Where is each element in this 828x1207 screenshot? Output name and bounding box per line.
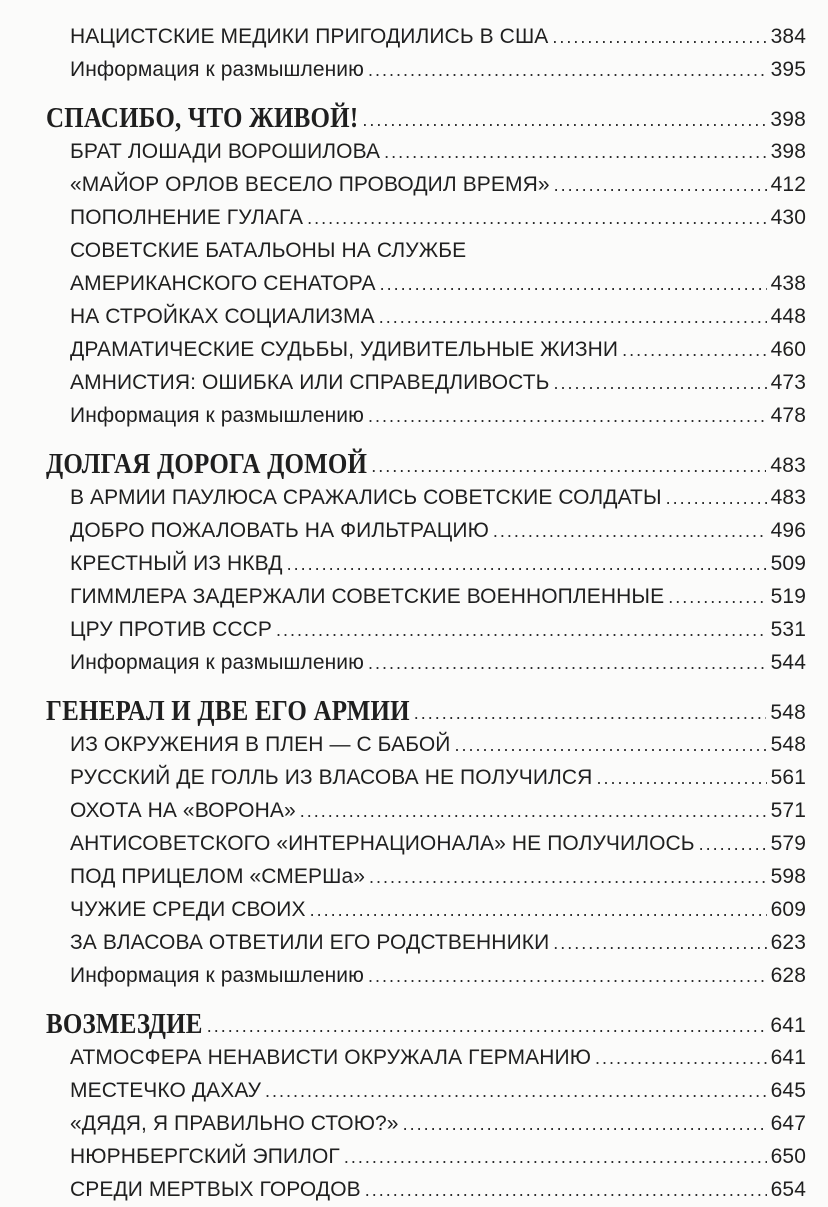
- dot-leader: [414, 697, 767, 730]
- dot-leader: [365, 1174, 767, 1207]
- entry-title: ПОД ПРИЦЕЛОМ «СМЕРШа»: [70, 865, 366, 888]
- toc-entry[interactable]: [46, 959, 806, 992]
- entry-title: НАЦИСТСКИЕ МЕДИКИ ПРИГОДИЛИСЬ В США: [70, 25, 549, 48]
- entry-title: НА СТРОЙКАХ СОЦИАЛИЗМА: [70, 305, 375, 328]
- entry-title: ЦРУ ПРОТИВ СССР: [70, 618, 272, 641]
- dot-leader: [596, 762, 766, 795]
- entry-title: СРЕДИ МЕРТВЫХ ГОРОДОВ: [70, 1178, 361, 1201]
- dot-leader: [380, 268, 767, 301]
- toc-entry[interactable]: [46, 333, 806, 366]
- page-number: 561: [770, 766, 806, 789]
- toc-entry[interactable]: [46, 547, 806, 580]
- entry-title: ЧУЖИЕ СРЕДИ СВОИХ: [70, 898, 306, 921]
- toc-entry[interactable]: [46, 1041, 806, 1074]
- dot-leader: [368, 400, 767, 433]
- toc-section-heading[interactable]: [46, 448, 806, 481]
- page-number: 598: [770, 865, 806, 888]
- toc-entry[interactable]: [46, 1107, 806, 1140]
- entry-title: АМЕРИКАНСКОГО СЕНАТОРА: [70, 272, 376, 295]
- toc-entry[interactable]: [46, 514, 806, 547]
- toc-entry[interactable]: [46, 267, 806, 300]
- entry-title: АНТИСОВЕТСКОГО «ИНТЕРНАЦИОНАЛА» НЕ ПОЛУЧИЛОСЬ: [70, 832, 695, 855]
- toc-entry[interactable]: [46, 20, 806, 53]
- toc-entry[interactable]: [46, 1074, 806, 1107]
- page-number: 460: [770, 338, 806, 361]
- page-number: 645: [770, 1079, 806, 1102]
- toc-entry[interactable]: [46, 860, 806, 893]
- dot-leader: [554, 367, 767, 400]
- entry-title: НЮРНБЕРГСКИЙ ЭПИЛОГ: [70, 1145, 340, 1168]
- toc-entry[interactable]: [46, 366, 806, 399]
- dot-leader: [622, 334, 767, 367]
- page-number: 438: [770, 272, 806, 295]
- dot-leader: [554, 169, 767, 202]
- page-number: 641: [770, 1014, 806, 1037]
- page-number: 654: [770, 1178, 806, 1201]
- entry-title: Информация к размышлению: [70, 58, 364, 81]
- page-number: 398: [770, 140, 806, 163]
- section-title: ГЕНЕРАЛ И ДВЕ ЕГО АРМИИ: [46, 696, 410, 727]
- entry-title: ДОБРО ПОЖАЛОВАТЬ НА ФИЛЬТРАЦИЮ: [70, 519, 489, 542]
- toc-entry[interactable]: [46, 201, 806, 234]
- toc-entry[interactable]: [46, 135, 806, 168]
- toc-entry[interactable]: [46, 646, 806, 679]
- entry-title: В АРМИИ ПАУЛЮСА СРАЖАЛИСЬ СОВЕТСКИЕ СОЛДАТЫ: [70, 486, 662, 509]
- page-number: 519: [770, 585, 806, 608]
- page-number: 571: [770, 799, 806, 822]
- page-number: 628: [770, 964, 806, 987]
- dot-leader: [344, 1141, 767, 1174]
- section-title: ДОЛГАЯ ДОРОГА ДОМОЙ: [46, 449, 368, 480]
- entry-title: Информация к размышлению: [70, 404, 364, 427]
- table-of-contents: [46, 20, 806, 1206]
- entry-title: СОВЕТСКИЕ БАТАЛЬОНЫ НА СЛУЖБЕ: [70, 239, 467, 262]
- page-number: 647: [770, 1112, 806, 1135]
- page-number: 641: [770, 1046, 806, 1069]
- page-number: 548: [770, 733, 806, 756]
- dot-leader: [553, 927, 766, 960]
- toc-section-heading[interactable]: [46, 102, 806, 135]
- dot-leader: [369, 861, 767, 894]
- toc-entry[interactable]: [46, 794, 806, 827]
- page-number: 384: [770, 25, 806, 48]
- page-number: 496: [770, 519, 806, 542]
- dot-leader: [384, 136, 767, 169]
- dot-leader: [552, 21, 766, 54]
- toc-entry[interactable]: [46, 1173, 806, 1206]
- entry-title: Информация к размышлению: [70, 964, 364, 987]
- toc-entry[interactable]: [46, 300, 806, 333]
- page-number: 531: [770, 618, 806, 641]
- toc-entry[interactable]: [46, 399, 806, 432]
- page-number: 473: [770, 371, 806, 394]
- page-number: 650: [770, 1145, 806, 1168]
- dot-leader: [595, 1042, 767, 1075]
- entry-title: АМНИСТИЯ: ОШИБКА ИЛИ СПРАВЕДЛИВОСТЬ: [70, 371, 550, 394]
- entry-title: Информация к размышлению: [70, 651, 364, 674]
- entry-title: ОХОТА НА «ВОРОНА»: [70, 799, 296, 822]
- toc-entry[interactable]: [46, 728, 806, 761]
- dot-leader: [666, 482, 767, 515]
- entry-title: МЕСТЕЧКО ДАХАУ: [70, 1079, 262, 1102]
- section-title: СПАСИБО, ЧТО ЖИВОЙ!: [46, 103, 359, 134]
- entry-title: «МАЙОР ОРЛОВ ВЕСЕЛО ПРОВОДИЛ ВРЕМЯ»: [70, 173, 550, 196]
- page-number: 623: [770, 931, 806, 954]
- page-number: 483: [770, 454, 806, 477]
- entry-title: ИЗ ОКРУЖЕНИЯ В ПЛЕН — С БАБОЙ: [70, 733, 451, 756]
- toc-entry[interactable]: [46, 580, 806, 613]
- toc-entry[interactable]: [46, 827, 806, 860]
- toc-entry[interactable]: [46, 234, 806, 267]
- toc-section-heading[interactable]: [46, 1008, 806, 1041]
- toc-entry[interactable]: [46, 926, 806, 959]
- dot-leader: [265, 1075, 767, 1108]
- toc-entry[interactable]: [46, 613, 806, 646]
- page-number: 478: [770, 404, 806, 427]
- entry-title: ДРАМАТИЧЕСКИЕ СУДЬБЫ, УДИВИТЕЛЬНЫЕ ЖИЗНИ: [70, 338, 619, 361]
- toc-entry[interactable]: [46, 53, 806, 86]
- dot-leader: [371, 450, 766, 483]
- dot-leader: [287, 548, 767, 581]
- page-number: 544: [770, 651, 806, 674]
- toc-entry[interactable]: [46, 761, 806, 794]
- dot-leader: [276, 614, 767, 647]
- page-number: 412: [770, 173, 806, 196]
- entry-title: ПОПОЛНЕНИЕ ГУЛАГА: [70, 206, 304, 229]
- dot-leader: [493, 515, 767, 548]
- entry-title: АТМОСФЕРА НЕНАВИСТИ ОКРУЖАЛА ГЕРМАНИЮ: [70, 1046, 592, 1069]
- dot-leader: [668, 581, 766, 614]
- entry-title: РУССКИЙ ДЕ ГОЛЛЬ ИЗ ВЛАСОВА НЕ ПОЛУЧИЛСЯ: [70, 766, 593, 789]
- toc-entry[interactable]: [46, 1140, 806, 1173]
- page-number: 548: [770, 701, 806, 724]
- entry-title: «ДЯДЯ, Я ПРАВИЛЬНО СТОЮ?»: [70, 1112, 399, 1135]
- page-number: 579: [770, 832, 806, 855]
- dot-leader: [454, 729, 766, 762]
- entry-title: КРЕСТНЫЙ ИЗ НКВД: [70, 552, 283, 575]
- dot-leader: [300, 795, 767, 828]
- dot-leader: [310, 894, 767, 927]
- page-number: 395: [770, 58, 806, 81]
- dot-leader: [362, 104, 766, 137]
- dot-leader: [368, 647, 767, 680]
- dot-leader: [699, 828, 767, 861]
- page-number: 483: [770, 486, 806, 509]
- toc-section-heading[interactable]: [46, 695, 806, 728]
- page-number: 430: [770, 206, 806, 229]
- dot-leader: [379, 301, 767, 334]
- dot-leader: [207, 1010, 767, 1043]
- dot-leader: [307, 202, 767, 235]
- toc-entry[interactable]: [46, 893, 806, 926]
- entry-title: ЗА ВЛАСОВА ОТВЕТИЛИ ЕГО РОДСТВЕННИКИ: [70, 931, 550, 954]
- toc-entry[interactable]: [46, 168, 806, 201]
- toc-entry[interactable]: [46, 481, 806, 514]
- dot-leader: [403, 1108, 767, 1141]
- entry-title: ГИММЛЕРА ЗАДЕРЖАЛИ СОВЕТСКИЕ ВОЕННОПЛЕННЫЕ: [70, 585, 665, 608]
- page-number: 448: [770, 305, 806, 328]
- dot-leader: [368, 960, 767, 993]
- section-title: ВОЗМЕЗДИЕ: [46, 1009, 203, 1040]
- entry-title: БРАТ ЛОШАДИ ВОРОШИЛОВА: [70, 140, 381, 163]
- page-number: 398: [770, 108, 806, 131]
- page-number: 509: [770, 552, 806, 575]
- page-number: 609: [770, 898, 806, 921]
- dot-leader: [368, 54, 767, 87]
